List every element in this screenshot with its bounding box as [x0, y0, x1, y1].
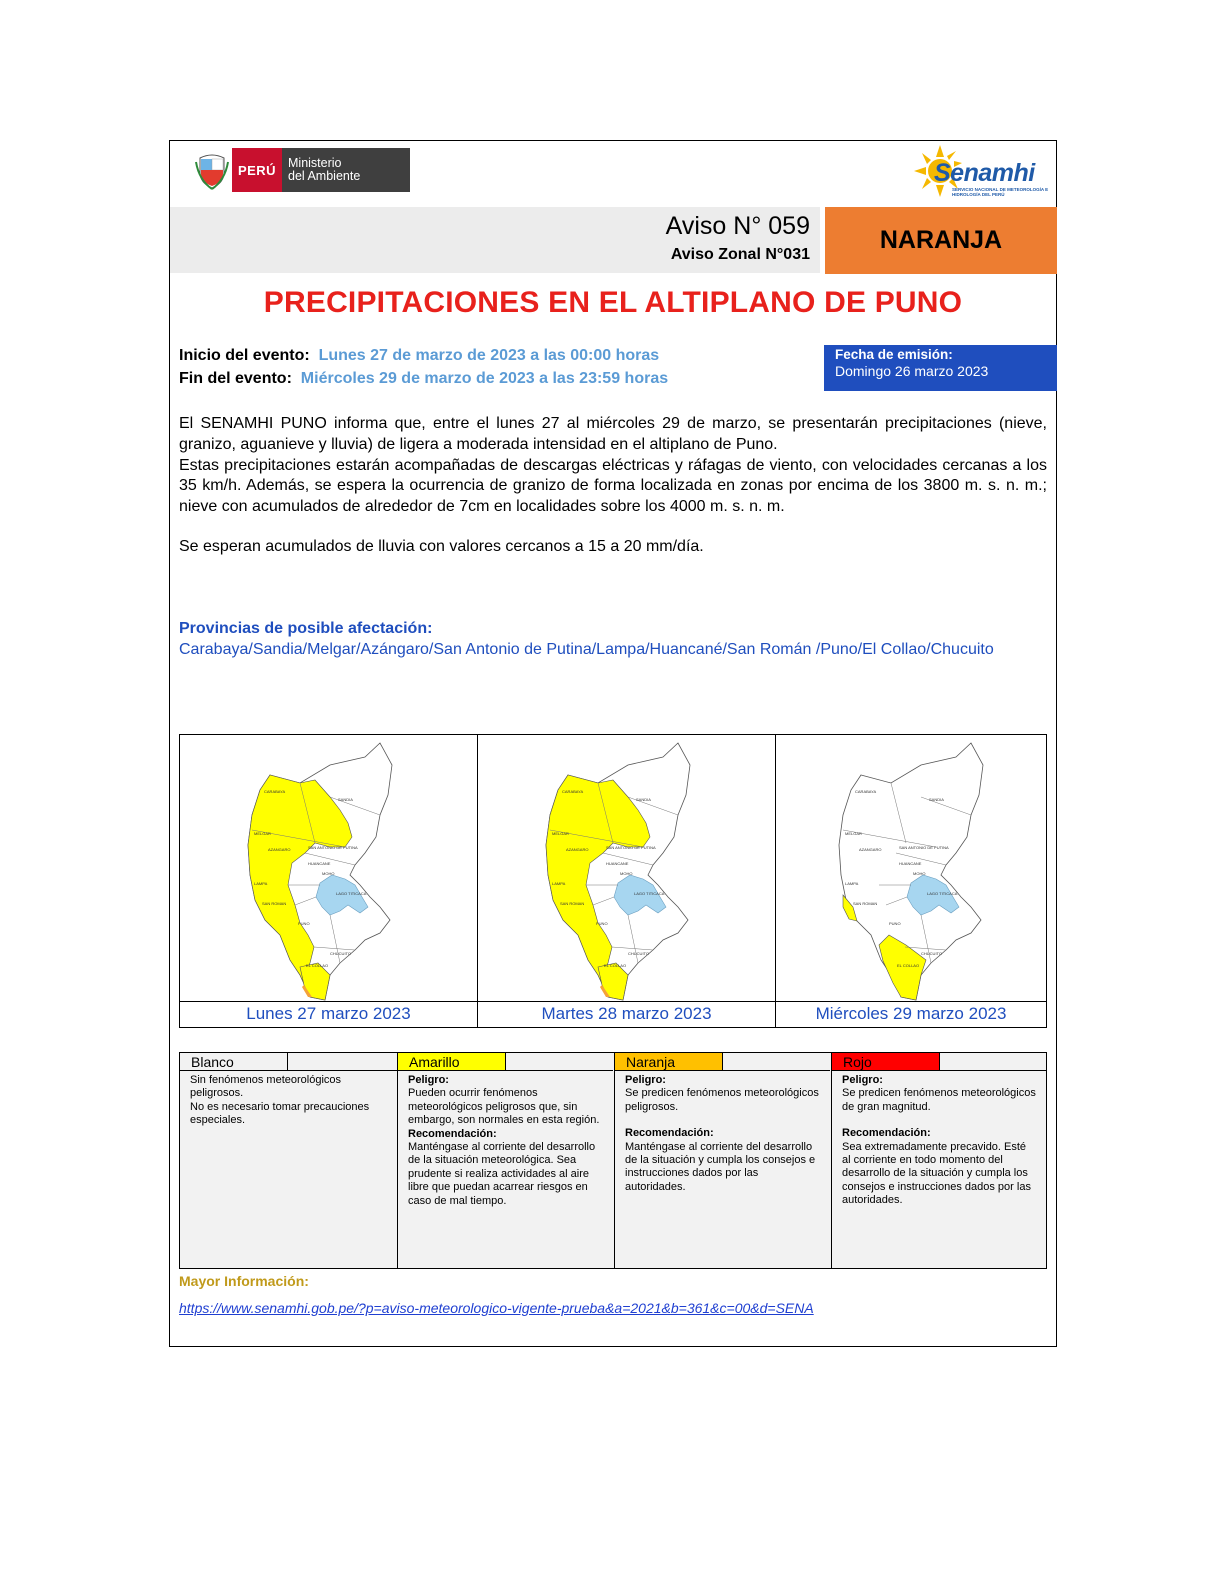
- map-label-carabaya: CARABAYA: [855, 789, 877, 794]
- map-label-lampa: LAMPA: [254, 881, 268, 886]
- peru-coat-of-arms-icon: [192, 148, 232, 192]
- emission-date-box: [824, 345, 1057, 391]
- legend-spacer: [625, 1114, 820, 1127]
- map-label-moho: MOHO: [322, 871, 335, 876]
- map-label-lago: LAGO TITICACA: [634, 891, 665, 896]
- body-text: [179, 414, 1047, 518]
- map-caption-day-2: Martes 28 marzo 2023: [478, 1001, 775, 1027]
- senamhi-logo: [912, 143, 1052, 203]
- page-title: PRECIPITACIONES EN EL ALTIPLANO DE PUNO: [263, 286, 963, 319]
- map-label-carabaya: CARABAYA: [562, 789, 584, 794]
- legend-head-blank: [506, 1053, 613, 1071]
- map-day-3: [775, 735, 1046, 1027]
- legend-line: Se predicen fenómenos meteorológicos peligrosos.: [625, 1087, 819, 1113]
- map-label-puno: PUNO: [298, 921, 310, 926]
- puno-map-day-2: [478, 735, 775, 1003]
- legend-line-bold: Recomendación:: [842, 1127, 931, 1140]
- map-group: [248, 743, 392, 1000]
- legend-line: Sin fenómenos meteorológicos peligrosos.: [190, 1074, 342, 1100]
- legend-line-bold: Peligro:: [842, 1074, 883, 1086]
- more-info-label: Mayor Información:: [179, 1273, 309, 1289]
- forecast-maps: [179, 734, 1047, 1028]
- map-caption-day-3: Miércoles 29 marzo 2023: [776, 1001, 1046, 1027]
- ministry-line1: Ministerio: [288, 156, 342, 170]
- map-label-huancane: HUANCANE: [606, 861, 629, 866]
- more-info-link[interactable]: https://www.senamhi.gob.pe/?p=aviso-meteorologico-vigente-prueba&a=2021&b=361&c=00&d=SENA: [179, 1300, 814, 1316]
- legend-col-blanco: [180, 1053, 397, 1268]
- map-label-lago: LAGO TITICACA: [336, 891, 367, 896]
- map-label-azangaro: AZANGARO: [859, 847, 882, 852]
- event-start: [179, 347, 659, 365]
- event-end-value: Miércoles 29 de marzo de 2023 a las 23:59 horas: [300, 370, 669, 387]
- peru-label: PERÚ: [232, 148, 282, 192]
- event-end: [179, 370, 668, 388]
- map-label-huancane: HUANCANE: [308, 861, 331, 866]
- senamhi-wordmark: Senamhi: [934, 159, 1035, 187]
- map-label-azangaro: AZANGARO: [566, 847, 589, 852]
- legend-head-naranja: Naranja: [615, 1053, 723, 1071]
- legend-line: Sea extremadamente precavido. Esté al corriente en todo momento del desarrollo de la situación y cumpla los consejos e instrucciones dados por las autoridades.: [842, 1140, 1031, 1207]
- map-label-puno: PUNO: [889, 921, 901, 926]
- legend-text-blanco: [190, 1074, 385, 1128]
- aviso-zonal: Aviso Zonal N°031: [670, 246, 810, 263]
- map-label-melgar: MELGAR: [845, 831, 862, 836]
- legend-line-bold: Peligro:: [408, 1074, 449, 1086]
- puno-map-day-1: [180, 735, 477, 1003]
- body-paragraph-1: El SENAMHI PUNO informa que, entre el lunes 27 al miércoles 29 de marzo, se presentarán precipitaciones (nieve, granizo, aguanieve y lluvia) de ligera a moderada intensidad en el altiplano de Puno.: [179, 415, 1047, 453]
- legend-head-blank: [723, 1053, 830, 1071]
- map-label-huancane: HUANCANE: [899, 861, 922, 866]
- body-paragraph-2: Estas precipitaciones estarán acompañadas de descargas eléctricas y ráfagas de viento, con velocidades cercanas a los 35 km/h. Además, se espera la ocurrencia de granizo de forma localizada en zonas por encima de los 3800 m. s. n. m.; nieve con acumulados de alrededor de 7cm en localidades sobre los 4000 m. s. n. m.: [179, 456, 1047, 516]
- map-label-carabaya: CARABAYA: [264, 789, 286, 794]
- map-label-azangaro: AZANGARO: [268, 847, 291, 852]
- map-label-puno: PUNO: [596, 921, 608, 926]
- legend-line-bold: Peligro:: [625, 1074, 666, 1086]
- map-label-chucuito: CHUCUITO: [921, 951, 943, 956]
- legend-line: Se predicen fenómenos meteorológicos de gran magnitud.: [842, 1087, 1036, 1113]
- provinces-list: Carabaya/Sandia/Melgar/Azángaro/San Antonio de Putina/Lampa/Huancané/San Román /Puno/El Collao/Chucuito: [179, 641, 994, 658]
- emission-date-value: Domingo 26 marzo 2023: [835, 363, 989, 379]
- legend-text-amarillo: [408, 1074, 603, 1208]
- legend-text-naranja: [625, 1074, 820, 1194]
- map-day-1: [180, 735, 477, 1027]
- senamhi-subtitle: SERVICIO NACIONAL DE METEOROLOGÍA E HIDROLOGÍA DEL PERÚ: [952, 187, 1049, 197]
- puno-map-day-3: [776, 735, 1047, 1003]
- map-group: [546, 743, 690, 1000]
- map-label-lago: LAGO TITICACA: [927, 891, 958, 896]
- map-label-chucuito: CHUCUITO: [628, 951, 650, 956]
- ministry-name: [282, 148, 410, 192]
- map-label-lampa: LAMPA: [845, 881, 859, 886]
- map-day-2: [477, 735, 775, 1027]
- legend-head-blank: [288, 1053, 397, 1071]
- map-label-lampa: LAMPA: [552, 881, 566, 886]
- aviso-number: Aviso N° 059: [665, 212, 810, 240]
- map-label-sandia: SANDIA: [338, 797, 353, 802]
- legend-col-rojo: [831, 1053, 1046, 1268]
- legend-line: No es necesario tomar precauciones especiales.: [190, 1100, 370, 1127]
- legend-line-bold: Recomendación:: [625, 1127, 714, 1140]
- alert-level-badge: NARANJA: [825, 207, 1057, 274]
- map-label-melgar: MELGAR: [552, 831, 569, 836]
- legend-line: Pueden ocurrir fenómenos meteorológicos peligrosos que, sin embargo, son normales en esta región.: [408, 1087, 600, 1127]
- map-label-sandia: SANDIA: [929, 797, 944, 802]
- legend-spacer: [842, 1114, 1037, 1127]
- map-label-putina: SAN ANTONIO DE PUTINA: [606, 845, 656, 850]
- legend-text-rojo: [842, 1074, 1037, 1208]
- legend-line: Manténgase al corriente del desarrollo de la situación meteorológica. Sea prudente si realiza actividades al aire libre que puedan acarrear riesgos en caso de mal tiempo.: [408, 1141, 596, 1207]
- map-label-moho: MOHO: [620, 871, 633, 876]
- legend-line: Manténgase al corriente del desarrollo de la situación y cumpla los consejos e instrucciones dados por las autoridades.: [625, 1140, 816, 1193]
- map-label-elcollao: EL COLLAO: [897, 963, 920, 968]
- provinces-label: Provincias de posible afectación:: [179, 620, 433, 637]
- map-label-sanroman: SAN ROMAN: [262, 901, 287, 906]
- map-label-melgar: MELGAR: [254, 831, 271, 836]
- legend-head-amarillo: Amarillo: [398, 1053, 506, 1071]
- map-label-sandia: SANDIA: [636, 797, 651, 802]
- legend-head-blank: [940, 1053, 1047, 1071]
- legend-head-blanco: Blanco: [180, 1053, 288, 1071]
- map-label-elcollao: EL COLLAO: [604, 963, 627, 968]
- map-label-sanroman: SAN ROMAN: [560, 901, 585, 906]
- rain-accumulation-text: Se esperan acumulados de lluvia con valores cercanos a 15 a 20 mm/día.: [179, 538, 704, 555]
- map-caption-day-1: Lunes 27 marzo 2023: [180, 1001, 477, 1027]
- map-label-elcollao: EL COLLAO: [306, 963, 329, 968]
- map-label-moho: MOHO: [913, 871, 926, 876]
- map-label-sanroman: SAN ROMAN: [853, 901, 878, 906]
- map-group: [839, 743, 983, 1000]
- alert-legend-table: [179, 1052, 1047, 1269]
- legend-col-naranja: [614, 1053, 831, 1268]
- map-label-putina: SAN ANTONIO DE PUTINA: [899, 845, 949, 850]
- legend-head-rojo: Rojo: [832, 1053, 940, 1071]
- event-start-label: Inicio del evento:: [179, 347, 310, 364]
- legend-line-bold: Recomendación:: [408, 1127, 497, 1140]
- legend-col-amarillo: [397, 1053, 614, 1268]
- map-label-chucuito: CHUCUITO: [330, 951, 352, 956]
- map-label-putina: SAN ANTONIO DE PUTINA: [308, 845, 358, 850]
- emission-date-label: Fecha de emisión:: [835, 347, 953, 362]
- ministry-line2: del Ambiente: [288, 169, 361, 183]
- event-end-label: Fin del evento:: [179, 370, 292, 387]
- event-start-value: Lunes 27 de marzo de 2023 a las 00:00 horas: [318, 347, 660, 364]
- minam-logo: [192, 148, 410, 192]
